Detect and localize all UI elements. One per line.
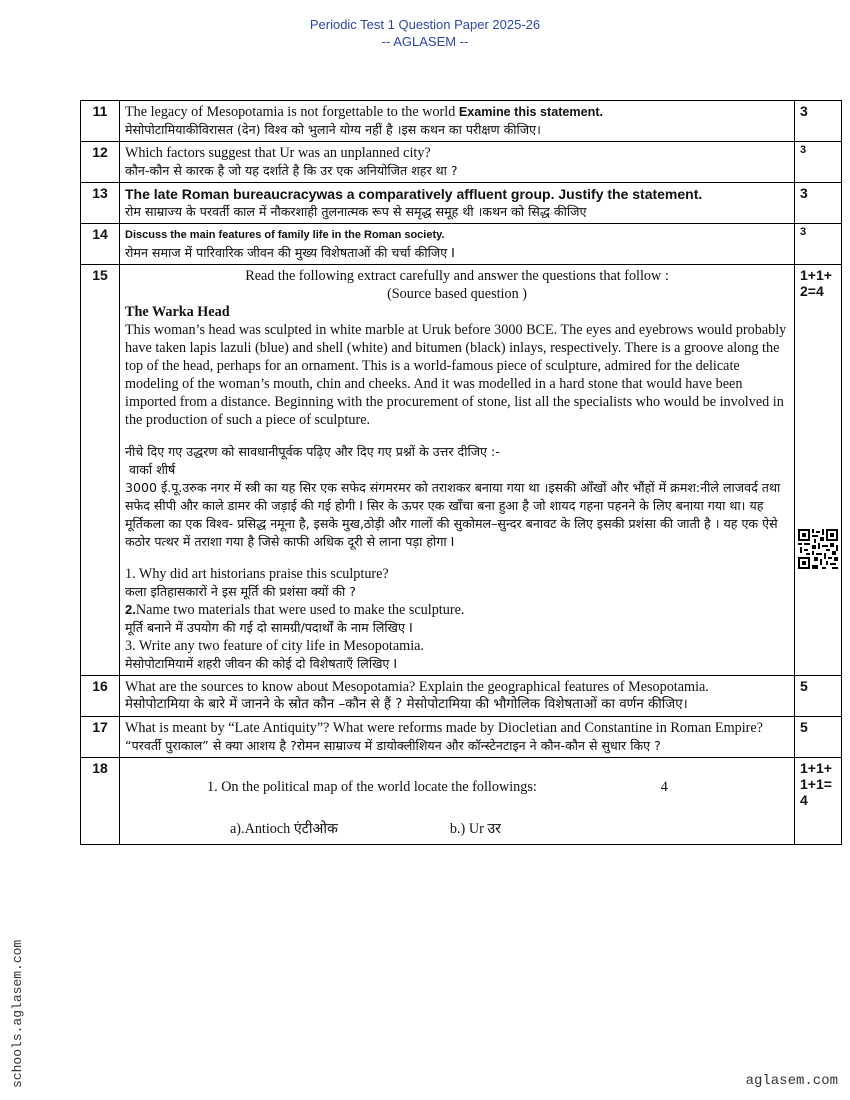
question-marks: 3	[795, 183, 842, 224]
paper-source: -- AGLASEM --	[381, 34, 469, 49]
sub-question-1: 1. Why did art historians praise this sculpture?	[125, 566, 389, 582]
sub-question-3-hindi: मेसोपोटामियामें शहरी जीवन की कोई दो विशेषताएँ लिखिए I	[125, 656, 398, 671]
side-watermark	[6, 900, 26, 1090]
question-hindi: कौन-कौन से कारक है जो यह दर्शाते है कि उर एक अनियोजित शहर था ?	[125, 163, 458, 178]
page-header	[0, 16, 850, 50]
sub-question-2-hindi: मूर्ति बनाने में उपयोग की गई दो सामग्री/पदार्थों के नाम लिखिए I	[125, 620, 413, 635]
question-directive: Examine this statement.	[458, 105, 604, 119]
map-instruction	[125, 778, 789, 796]
question-text	[120, 183, 795, 224]
map-option-b: b.) Ur उर	[449, 821, 501, 837]
question-hindi: रोम साम्राज्य के परवर्ती काल में नौकरशाही तुलनात्मक रूप से समृद्ध समूह थी ।कथन को सिद्ध कीजिए	[125, 204, 587, 219]
question-hindi: मेसोपोटामियाकीविरासत (देन) विश्व को भुलाने योग्य नहीं है ।इस कथन का परीक्षण कीजिए।	[125, 122, 541, 137]
question-number: 13	[81, 183, 120, 224]
question-text	[120, 265, 795, 676]
question-row-14	[81, 224, 842, 265]
question-english: Which factors suggest that Ur was an unplanned city?	[125, 145, 431, 161]
source-type-note: (Source based question )	[387, 286, 527, 302]
map-option-a: a).Antioch एंटीओक	[230, 821, 338, 837]
qr-code-icon[interactable]	[798, 529, 838, 569]
question-number: 14	[81, 224, 120, 265]
question-row-17	[81, 717, 842, 758]
question-hindi: “परवर्ती पुराकाल” से क्या आशय है ?रोमन साम्राज्य में डायोक्लीशियन और कॉन्स्टेनटाइन ने कौन-कौन से सुधार किए ?	[125, 738, 661, 753]
source-instruction-hindi: नीचे दिए गए उद्धरण को सावधानीपूर्वक पढ़िए और दिए गए प्रश्नों के उत्तर दीजिए :-	[125, 444, 500, 459]
question-english: What is meant by “Late Antiquity”? What were reforms made by Diocletian and Constantine in Roman Empire?	[125, 720, 763, 736]
sub-question-2: Name two materials that were used to make the sculpture.	[135, 602, 465, 618]
question-row-12	[81, 142, 842, 183]
question-text	[120, 676, 795, 717]
paper-title: Periodic Test 1 Question Paper 2025-26	[309, 17, 541, 32]
map-instruction-text: 1. On the political map of the world locate the followings:	[207, 779, 537, 795]
marks-line-2: 2=4	[800, 283, 824, 299]
source-passage-hindi: 3000 ई.पू.उरुक नगर में स्त्री का यह सिर एक सफेद संगमरमर को तराशकर बनाया गया था ।इसकी आँखों और भौंहों में क्रमश:नीले लाजवर्द तथा सफेद सीपी और काले डामर की जड़ाई की गई होगी I सिर के ऊपर एक खाँचा बना हुआ है जो शायद गहना पहनने के लिए बनाया गया था। यह मूर्तिकला का एक विश्व- प्रसिद्ध नमूना है, इसके मुख,ठोड़ी और गालों की सुकोमल–सुन्दर बनावट के लिए इसकी प्रशंसा की जाती है । यह एक ऐसे कठोर पत्थर में तराशा गया है जिसे काफी अधिक दूरी से लाना पड़ा होगा I	[125, 480, 781, 549]
question-row-15	[81, 265, 842, 676]
question-text	[120, 224, 795, 265]
map-instruction-marks: 4	[660, 779, 668, 795]
question-row-16	[81, 676, 842, 717]
sub-question-2-number: 2.	[125, 602, 136, 617]
question-marks: 3	[795, 101, 842, 142]
question-table	[80, 100, 842, 845]
question-hindi: रोमन समाज में पारिवारिक जीवन की मुख्य विशेषताओं की चर्चा कीजिए I	[125, 245, 455, 260]
question-marks: 3	[795, 142, 842, 183]
question-english: The late Roman bureaucracywas a comparatively affluent group. Justify the statement.	[125, 186, 703, 202]
question-row-13	[81, 183, 842, 224]
side-watermark-text[interactable]: schools.aglasem.com	[10, 939, 25, 1088]
question-row-11	[81, 101, 842, 142]
question-number: 12	[81, 142, 120, 183]
marks-line-2: 1+1=	[800, 776, 832, 792]
question-english: What are the sources to know about Mesopotamia? Explain the geographical features of Mesopotamia.	[125, 679, 709, 695]
question-text	[120, 142, 795, 183]
source-instruction: Read the following extract carefully and answer the questions that follow :	[245, 268, 669, 284]
question-marks: 5	[795, 717, 842, 758]
question-number: 17	[81, 717, 120, 758]
source-heading: The Warka Head	[125, 304, 230, 320]
marks-line-1: 1+1+	[800, 760, 832, 776]
marks-line-1: 1+1+	[800, 267, 832, 283]
question-number: 18	[81, 758, 120, 845]
source-passage: This woman’s head was sculpted in white marble at Uruk before 3000 BCE. The eyes and eyebrows would probably have taken lapis lazuli (blue) and shell (white) and bitumen (black) inlays, respectively. There is a groove along the top of the head, perhaps for an ornament. This is a world-famous piece of sculpture, admired for the delicate modeling of the woman’s mouth, chin and cheeks. And it was modelled in a hard stone that would have been imported from a distance. Beginning with the procurement of stone, list all the specialists who would be involved in the production of such a piece of sculpture.	[125, 322, 787, 428]
question-text	[120, 758, 795, 845]
question-row-18	[81, 758, 842, 845]
sub-question-3: 3. Write any two feature of city life in Mesopotamia.	[125, 638, 424, 654]
question-english: Discuss the main features of family life in the Roman society.	[125, 229, 445, 241]
question-english: The legacy of Mesopotamia is not forgettable to the world	[125, 104, 456, 120]
question-number: 16	[81, 676, 120, 717]
question-text	[120, 717, 795, 758]
map-options	[125, 820, 789, 838]
question-text	[120, 101, 795, 142]
footer-url[interactable]: aglasem.com	[745, 1073, 838, 1089]
marks-line-3: 4	[800, 792, 808, 808]
source-heading-hindi: वार्का शीर्ष	[129, 462, 176, 477]
question-number: 11	[81, 101, 120, 142]
question-hindi: मेसोपोटामिया के बारे में जानने के स्रोत कौन –कौन से हैं ? मेसोपोटामिया की भौगोलिक विशेषताओं का वर्णन कीजिए।	[125, 697, 688, 712]
question-marks	[795, 758, 842, 845]
question-marks	[795, 265, 842, 676]
question-marks: 5	[795, 676, 842, 717]
question-marks: 3	[795, 224, 842, 265]
question-number: 15	[81, 265, 120, 676]
sub-question-1-hindi: कला इतिहासकारों ने इस मूर्ति की प्रशंसा क्यों की ?	[125, 584, 356, 599]
